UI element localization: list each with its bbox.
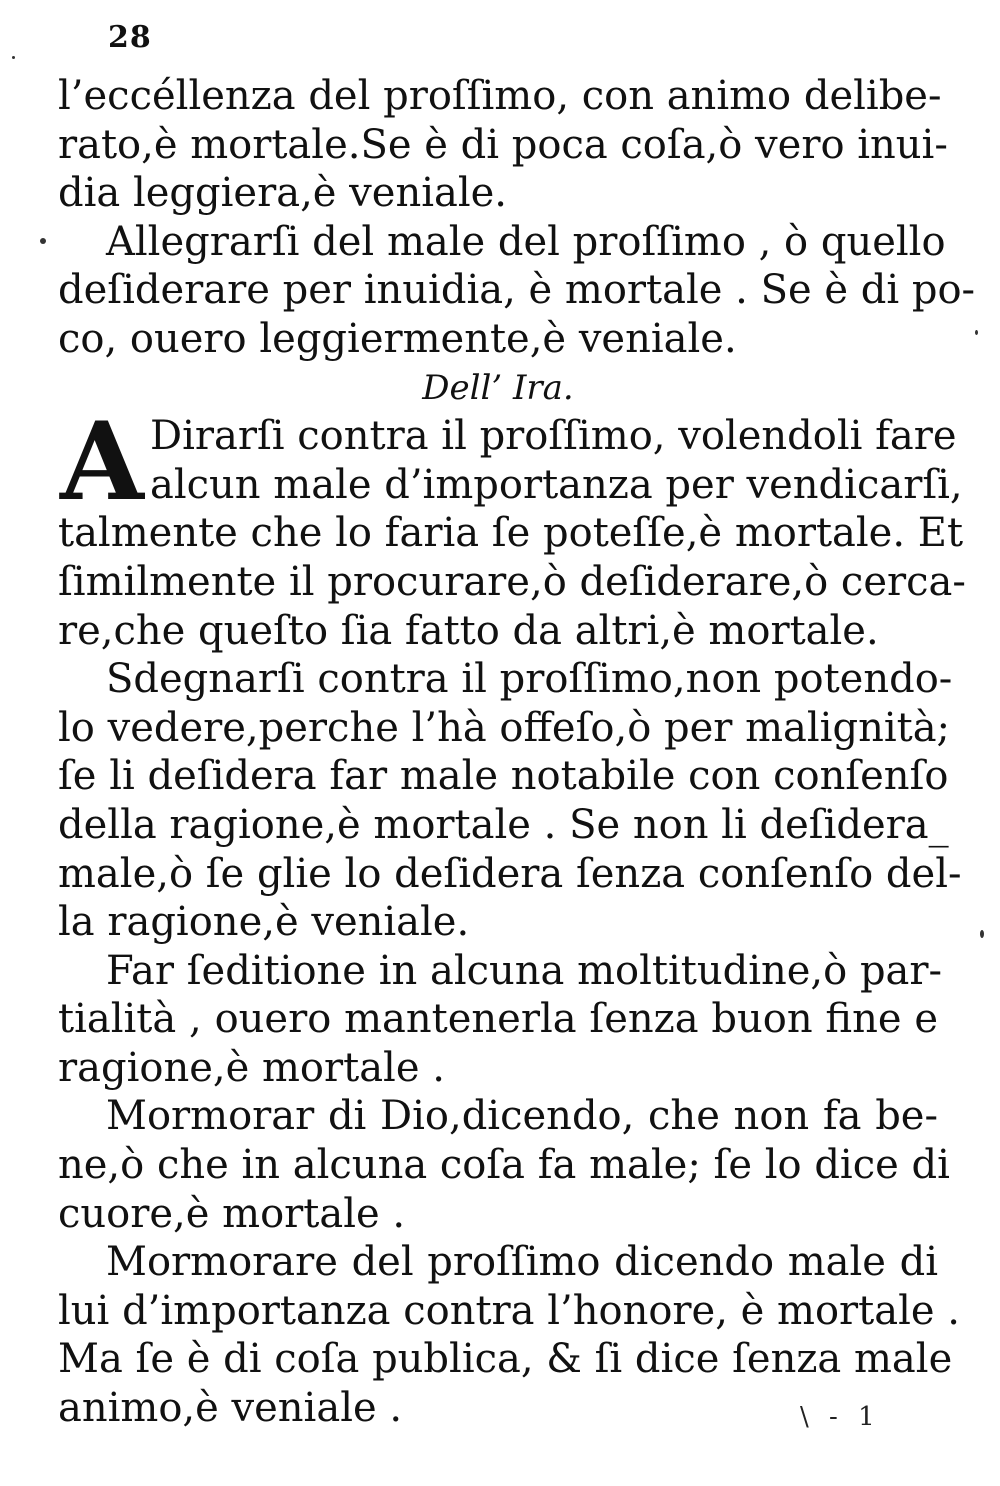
text-line: ragione,è mortale . [58,1044,445,1091]
text-line: ne,ò che in alcuna coſa fa male; ſe lo dice di [58,1142,950,1189]
text-line: Dirarſi contra il proſſimo, volendoli fare [150,413,957,460]
drop-cap: A [60,399,144,526]
signature-mark: \ - 1 [800,1402,881,1432]
text-line: talmente che lo faria ſe poteſſe,è mortale. Et [58,510,964,557]
text-line: re,che queſto ſia fatto da altri,è mortale. [58,607,879,654]
section-heading: Dell’ Ira. [422,367,574,408]
paragraph-envy-cont [58,72,948,218]
text-line: Allegrarſi del male del proſſimo , ò quello [106,218,946,265]
paragraph-anger [58,399,966,655]
paragraph-rejoicing [58,218,976,364]
text-line: Ma ſe è di coſa publica, & ſi dice ſenza male [58,1336,953,1383]
paragraph-murmur-god [58,1092,950,1238]
text-line: animo,è veniale . [58,1385,403,1432]
ink-speck [975,330,978,335]
text-line: ſimilmente il procurare,ò deſiderare,ò cerca- [58,558,966,605]
ink-speck [12,56,15,59]
text-line: Mormorar di Dio,dicendo, che non fa be- [106,1093,938,1140]
text-line: alcun male d’importanza per vendicarſi, [150,461,963,508]
ink-speck [40,238,46,244]
text-line: la ragione,è veniale. [58,899,470,946]
page-number: 28 [108,20,152,55]
text-line: deſiderare per inuidia, è mortale . Se è di po- [58,267,976,314]
text-line: co, ouero leggiermente,è veniale. [58,315,737,362]
paragraph-sedition [58,947,943,1093]
text-line: tialità , ouero mantenerla ſenza buon fine e [58,996,938,1043]
text-line: lo vedere,perche l’hà offeſo,ò per malignità; [58,704,951,751]
text-line: rato,è mortale.Se è di poca coſa,ò vero inui- [58,121,948,168]
text-line: dia leggiera,è veniale. [58,170,508,217]
text-line: ſe li deſidera far male notabile con conſenſo [58,753,949,800]
text-line: lui d’importanza contra l’honore, è mortale . [58,1287,960,1334]
text-line: male,ò ſe glie lo deſidera ſenza conſenſo del- [58,850,962,897]
text-line: Mormorare del proſſimo dicendo male di [106,1239,938,1286]
text-line: Sdegnarſi contra il proſſimo,non potendo- [106,656,953,703]
text-line: l’eccéllenza del proſſimo, con animo delibe- [58,73,942,119]
ink-speck [980,930,984,938]
text-line: della ragione,è mortale . Se non li deſidera_ [58,801,949,848]
page-body [58,72,976,1433]
text-line: cuore,è mortale . [58,1190,406,1237]
paragraph-disdain [58,655,962,947]
text-line: Far ſeditione in alcuna moltitudine,ò par- [106,947,943,994]
